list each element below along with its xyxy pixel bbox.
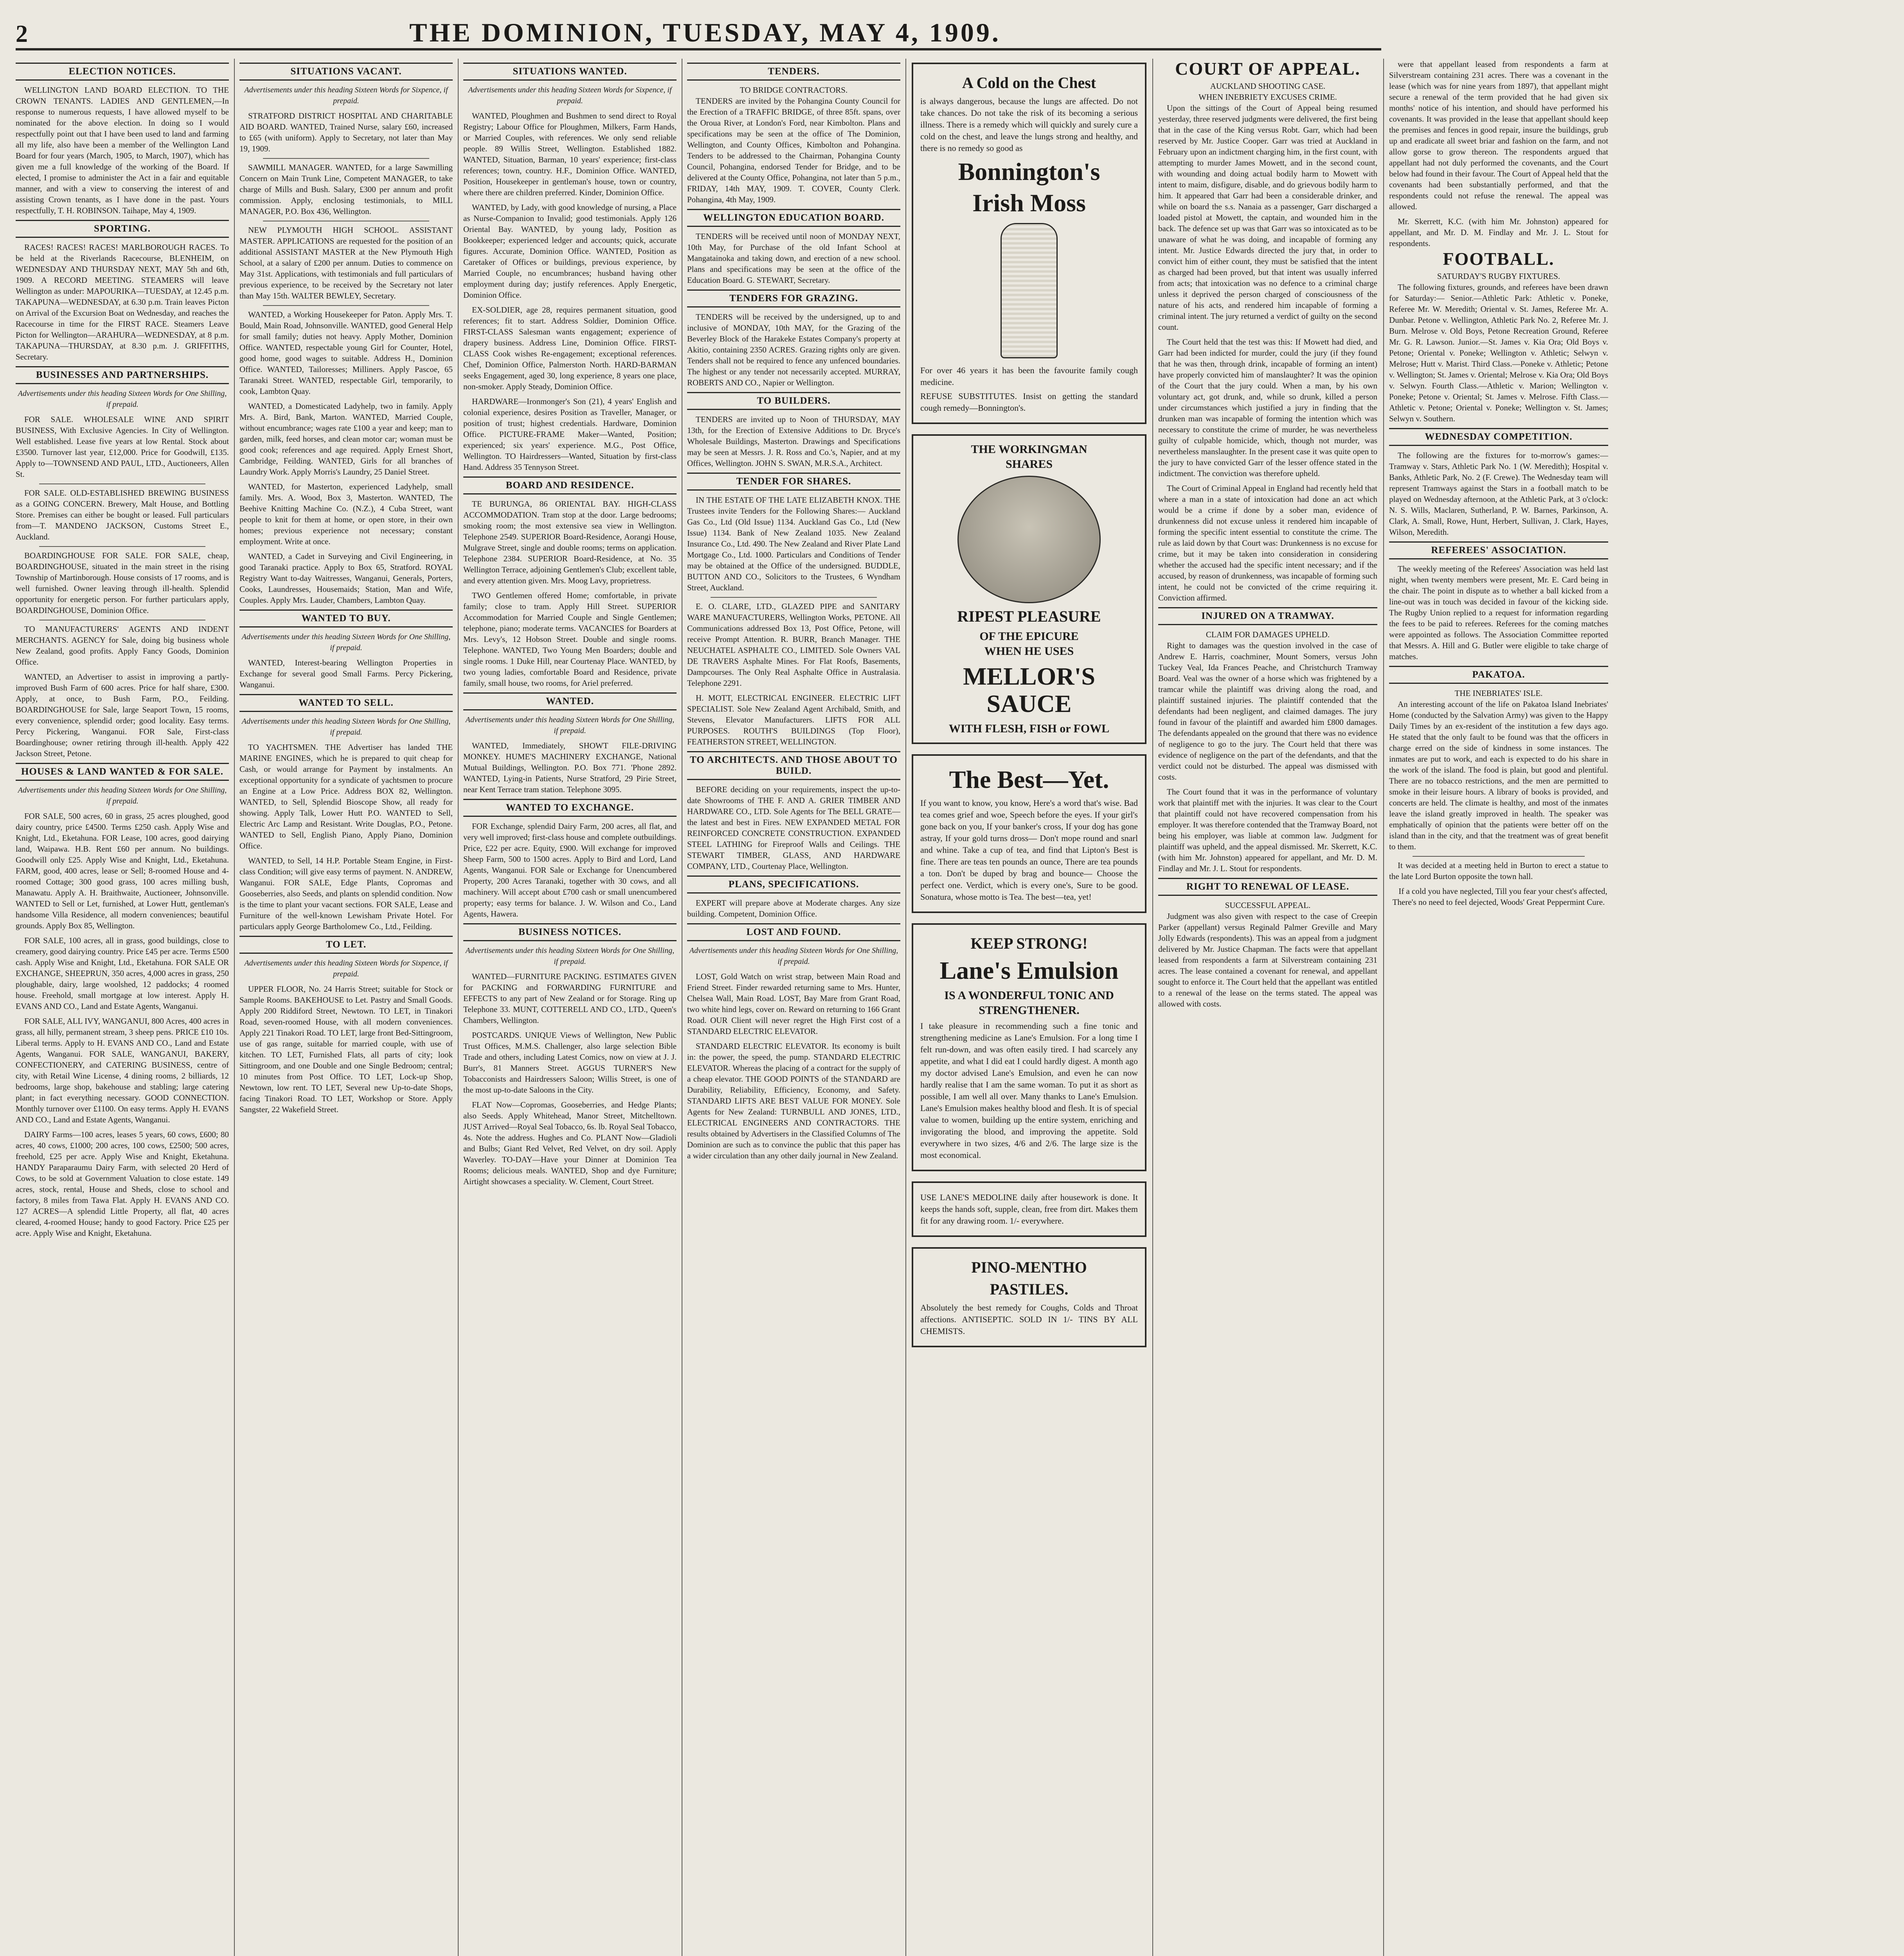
notice-text: TENDERS will be received until noon of MONDAY NEXT, 10th May, for Purchase of the old Infant School at Mangatainoka and taking down, and erection of a new school. Plans and specifications may be seen at the office of the Education Board. G. STEWART, Secretary. bbox=[687, 232, 900, 285]
ad-text: REFUSE SUBSTITUTES. Insist on getting the standard cough remedy—Bonnington's. bbox=[920, 391, 1138, 413]
section-heading: WANTED TO EXCHANGE. bbox=[463, 799, 677, 817]
notice-text: WANTED, Interest-bearing Wellington Properties in Exchange for several good Small Farms. Percy Pickering, Wanganui. bbox=[239, 658, 453, 689]
notice-text: SAWMILL MANAGER. WANTED, for a large Sawmilling Concern on Main Trunk Line, Competent MANAGER, to take charge of Mills and Bush. Salary, £300 per annum and profit commission. Apply, enclosing testimonials, to MILL MANAGER, P.O. Box 436, Wellington. bbox=[239, 163, 453, 216]
notice-text: WANTED, for Masterton, experienced Ladyhelp, small family. Mrs. A. Wood, Box 3, Masterton. WANTED, The Beehive Knitting Machine Co. (N.Z.), 4 Cuba Street, want people to knit for them at home, or open store, in their own homes; previous experience not necessary; constant employment. Write at once. bbox=[239, 482, 453, 546]
section-heading: TO BUILDERS. bbox=[687, 392, 900, 410]
article-paragraph: Right to damages was the question involved in the case of Andrew E. Harris, coachminer, Mount Somers, versus John Tuckey Veal, Ida Frances Peache, and Christchurch Tramway Board. Veal was the owner of a horse which was frightened by a tramcar while the plaintiff was driving along the road, and plaintiff sustained injuries. The plaintiff contended that the defendants had been negligent, and claimed damages. The jury found in favour of the plaintiff and awarded him £800 damages. The defendants appealed on the ground that there was no evidence of negligence to go to the jury. The Court held that there was evidence of negligence on the part of the defendants, and that the verdict could not be disturbed. The appeal was dismissed with costs. bbox=[1158, 641, 1377, 782]
ad-text: I take pleasure in recommending such a fine tonic and strengthening medicine as Lane's Emulsion. For a long time I felt run-down, and was often easily tired. I had scarcely any appetite, and what I did eat I could hardly digest. A month ago my doctor advised Lane's Emulsion, and even he can now hardly realise that I am the same woman. To put it as short as possible, I am well all over. Many thanks to Lane's Emulsion. Lane's Emulsion makes healthy blood and flesh. It is of special value to women, building up the entire system, enriching and invigorating the blood, and improving the appetite. Sold everywhere in two sizes, 4/6 and 2/6. The large size is the most economical. bbox=[920, 1021, 1138, 1160]
column-rule bbox=[458, 59, 459, 1956]
column-rule bbox=[1383, 59, 1384, 1956]
notice-text: E. O. CLARE, LTD., GLAZED PIPE and SANITARY WARE MANUFACTURERS, Wellington Works, PETONE. All Communications addressed Box 13, Post Office, Petone, will receive Prompt Attention. R. BURR, Branch Manager. THE NEUCHATEL ASPHALTE CO., LIMITED. Sole Owners VAL DE TRAVERS Asphalte Mines. For Flat Roofs, Basements, Dampcourses. The Only Real Asphalte Office in Australasia. Telephone 2291. bbox=[687, 602, 900, 688]
section-subheading: Advertisements under this heading Sixteen Words for Sixpence, if prepaid. bbox=[244, 959, 448, 978]
ad-brand: Irish Moss bbox=[972, 189, 1086, 217]
notice-text: TENDERS are invited up to Noon of THURSDAY, MAY 13th, for the Erection of Extensive Additions to Dr. Bryce's Wholesale Buildings, Masterton. Drawings and Specifications may be seen at Messrs. J. R. Ross and Co.'s, Napier, and at my Offices, Wellington. JOHN S. SWAN, M.R.S.A., Architect. bbox=[687, 415, 900, 468]
divider bbox=[39, 546, 205, 547]
article-paragraph: The following are the fixtures for to-morrow's games:—Tramway v. Stars, Athletic Park No. 1 (W. Meredith); Hospital v. Banks, Athletic Park, No. 2 (F. Crewe). The Wednesday team will represent Tramways against the Stars in a football match to be played on Wednesday afternoon, at the Athletic Park, at 3 o'clock: N. S. Wills, Maclaren, Sutherland, P. W. Barnes, Parkinson, A. Clark, A. Small, Rowe, Hunt, Herbert, Sullivan, J. Clark, Hayes, Wilson, Meredith. bbox=[1389, 451, 1608, 537]
ad-headline: WHEN HE USES bbox=[984, 645, 1074, 658]
column-3 bbox=[463, 59, 677, 1956]
notice-text: WANTED, Immediately, SHOWT FILE-DRIVING MONKEY. HUME'S MACHINERY EXCHANGE, National Mutual Buildings, Wellington. P.O. Box 771. 'Phone 2892. WANTED, Lying-in Patients, Nurse Stratford, 29 Pirie Street, near Kent Terrace tram station. Telephone 3095. bbox=[463, 741, 677, 794]
tea-ad bbox=[912, 754, 1146, 913]
section-heading: WELLINGTON EDUCATION BOARD. bbox=[687, 209, 900, 227]
article-subheadline: SATURDAY'S RUGBY FIXTURES. bbox=[1437, 271, 1560, 281]
notice-text: UPPER FLOOR, No. 24 Harris Street; suitable for Stock or Sample Rooms. BAKEHOUSE to Let. Pastry and Small Goods. Apply 200 Riddiford Street, Newtown. TO LET, in Tinakori Road, seven-roomed House, with all modern conveniences. Apply 221 Tinakori Road. TO LET, large front Bed-Sittingroom, use of gas range, suitable for married couple, with use of kitchen. TO LET, Furnished Flats, all parts of city; look Sittingroom, and one Double and one Single Bedroom; central; 10 minutes from Post Office. TO LET, Lock-up Shop, Newtown, low rent. TO LET, Several new Up-to-date Shops, facing Tinakori Road. TO LET, Workshop or Store. Apply Sangster, 22 Wakefield Street. bbox=[239, 984, 453, 1114]
article-subheadline: THE INEBRIATES' ISLE. bbox=[1454, 689, 1543, 698]
article-paragraph: Upon the sittings of the Court of Appeal being resumed yesterday, three reserved judgments were delivered, the first being that in the case of the King versus Robt. Garr, which had been reserved by Mr. Justice Cooper. Garr was tried at Auckland in February upon an indictment charging him, in the first count, with attempting to murder James Mowett, and in the second count, with wounding and doing actual bodily harm to Mowett with intent to maim, disfigure, disable, and do grievous bodily harm to him. It appeared that Garr had been a considerable drinker, and while on board the s.s. Nanaia as a passenger, Garr discharged a loaded pistol at Mowett, the captain, and wounded him in the back. The defence set up was that Garr was so intoxicated as to be unaware of what he was doing, and incapable of forming any intent. Mr. Justice Edwards directed the jury that, in order to convict him of either count, they must be satisfied that the intent as charged had been proved, but that intent was usually inferred from acts; that intoxication was no defence to a criminal charge unless it deprived the person charged of consciousness of the nature of his acts, and rendered him incapable of forming a criminal intent. The jury returned a verdict of guilty on the second count. bbox=[1158, 103, 1377, 332]
ad-brand: PASTILES. bbox=[990, 1280, 1069, 1298]
column-rule bbox=[905, 59, 906, 1956]
notice-text: WANTED, to Sell, 14 H.P. Portable Steam Engine, in First-class Condition; will give easy terms of payment. N. ANDREW, Wanganui. FOR SALE, Edge Plants, Copromas and Gooseberries, also Seeds, and plants on splendid condition. Now is the time to plant your vacant sections. FOR SALE, Lease and Furniture of the well-known Lewisham Private Hotel. For particulars apply George Bartholomew Co., Ltd., Feilding. bbox=[239, 856, 453, 931]
section-heading: BUSINESSES AND PARTNERSHIPS. bbox=[16, 366, 229, 384]
column-4 bbox=[687, 59, 900, 1956]
ad-subheadline: IS A WONDERFUL TONIC AND STRENGTHENER. bbox=[944, 989, 1114, 1017]
ad-text: is always dangerous, because the lungs are affected. Do not take chances. Do not take the risk of its becoming a serious illness. There is a remedy which will quickly and surely cure a cold on the chest, and leave the lungs strong and healthy, and there is no remedy so good as bbox=[920, 96, 1138, 153]
notice-text: BOARDINGHOUSE FOR SALE. FOR SALE, cheap, BOARDINGHOUSE, situated in the main street in the rising Township of Martinborough. House consists of 17 rooms, and is well furnished. Owner leaving through ill-health. Splendid opportunity for energetic person. For further particulars apply, BOARDINGHOUSE, Dominion Office. bbox=[16, 551, 229, 615]
ad-text: USE LANE'S MEDOLINE daily after housework is done. It keeps the hands soft, supple, clean, free from dirt. Makes them fit for any drawing room. 1/- everywhere. bbox=[920, 1192, 1138, 1226]
article-headline: PAKATOA. bbox=[1389, 666, 1608, 684]
article-paragraph: Mr. Skerrett, K.C. (with him Mr. Johnston) appeared for appellant, and Mr. D. M. Findlay and Mr. J. L. Stout for respondents. bbox=[1389, 217, 1608, 248]
ad-text: For over 46 years it has been the favourite family cough medicine. bbox=[920, 365, 1138, 387]
section-heading: LOST AND FOUND. bbox=[687, 923, 900, 941]
notice-text: FOR SALE, 100 acres, all in grass, good buildings, close to creamery, good dairying country. Price £45 per acre. Terms £500 cash. Apply Wise and Knight, Ltd., Eketahuna. FOR SALE OR EXCHANGE, SHEEPRUN, 350 acres, 4,000 acres in grass, 250 ploughable, dairy, large woolshed, 12 paddocks; 4 roomed house. Freehold, small mortgage at low interest. Apply H. EVANS AND CO., Land and Estate Agents, Wanganui. bbox=[16, 936, 229, 1011]
article-paragraph: Judgment was also given with respect to the case of Creepin Parker (appellant) versus Reginald Palmer Greville and Mary Jolly Edwards (respondents). This was an appeal from a judgment delivered by Mr. Justice Chapman. The facts were that appellant leased from respondents a farm at Silverstream containing 231 acres. The lease contained a covenant for renewal, and appellant sought to enforce it. The Court held that the appellant was entitled to a renewal of the lease on the terms stated. The appeal was allowed with costs. bbox=[1158, 911, 1377, 1009]
section-heading: TENDERS FOR GRAZING. bbox=[687, 289, 900, 307]
lanes-emulsion-ad bbox=[912, 923, 1146, 1171]
ad-text: If you want to know, you know, Here's a word that's wise. Bad tea comes grief and woe, Speech before the eyes. If your girl's gone back on you, If your banker's cross, If your dog has gone astray, If your gold turns dross— Don't mope round and snarl and whine. Take a cup of tea, and find that Lipton's Best is fine. There are teas ten pounds an ounce, There are tea pounds a ton. Don't be duped by brag and bounce— Choose the perfect one. Verdict, which is every one's, Sure to be good. Sonatura, whose motto is Tea. The best—tea, yet! bbox=[920, 798, 1138, 902]
notice-text: TENDERS will be received by the undersigned, up to and inclusive of MONDAY, 10th MAY, for the Grazing of the Beverley Block of the Harakeke Estates Company's property at Akitio, containing 2350 ACRES. Grazing rights only are given. Tenders shall not be required to fence any unfenced boundaries. The highest or any tender not necessarily accepted. MURRAY, ROBERTS AND CO., Napier or Wellington. bbox=[687, 312, 900, 387]
notice-text: IN THE ESTATE OF THE LATE ELIZABETH KNOX. THE Trustees invite Tenders for the Following Shares:— Auckland Gas Co., Ltd (Old Issue) 1134. Auckland Gas Co., Ltd (New Issue) 1134. Bank of New Zealand 1035. New Zealand Insurance Co., Ltd. 490. The New Zealand and River Plate Land Mortgage Co., Ltd. 1000. Particulars and Conditions of Tender may be obtained at the Office of the undersigned. BUDDLE, BUTTON AND CO., Solicitors to the Trustees, 6 Wyndham Street, Auckland. bbox=[687, 495, 900, 592]
article-headline: INJURED ON A TRAMWAY. bbox=[1158, 607, 1377, 625]
section-heading: SITUATIONS VACANT. bbox=[239, 63, 453, 81]
section-heading: TENDERS. bbox=[687, 63, 900, 81]
masthead-title: THE DOMINION, TUESDAY, MAY 4, 1909. bbox=[409, 18, 1001, 47]
section-heading: WANTED TO SELL. bbox=[239, 694, 453, 712]
article-subheadline: SUCCESSFUL APPEAL. bbox=[1225, 901, 1311, 910]
masthead bbox=[16, 11, 1381, 50]
section-subheading: Advertisements under this heading Sixteen Words for One Shilling, if prepaid. bbox=[465, 946, 675, 966]
workingman-portrait-icon bbox=[957, 476, 1101, 603]
section-heading: SITUATIONS WANTED. bbox=[463, 63, 677, 81]
notice-text: H. MOTT, ELECTRICAL ENGINEER. ELECTRIC LIFT SPECIALIST. Sole New Zealand Agent Archibald, Smith, and Stevens, Elevator Manufacturers. LIFTS FOR ALL PURPOSES. ROUTH'S BUILDINGS (Top Floor), FEATHERSTON STREET, WELLINGTON. bbox=[687, 693, 900, 746]
ad-headline: SHARES bbox=[1005, 458, 1053, 471]
notice-text: WANTED, an Advertiser to assist in improving a partly-improved Bush Farm of 600 acres. Price for half share, £300. Apply, at once, to Bush Farm, P.O., Feilding. BOARDINGHOUSE for Sale, large Seaport Town, 15 rooms, every convenience, splendid order; good locality. Easy terms. Percy Pickering, Wanganui. FOR Sale, First-class Boardinghouse; owner retiring through ill-health. Apply 422 Jackson Street, Petone. bbox=[16, 672, 229, 758]
notice-text: WANTED, by Lady, with good knowledge of nursing, a Place as Nurse-Companion to Invalid; good testimonials. Apply 126 Oriental Bay. WANTED, by young lady, Position as Bookkeeper; experienced ledger and accounts; quick, accurate figures. Accurate, Dominion Office. WANTED, Position as Caretaker of Offices or buildings, previous experience, by Married Couple, no encumbrances; husband having other employment during day; justify references. Apply Energetic, Dominion Office. bbox=[463, 203, 677, 300]
notice-text: NEW PLYMOUTH HIGH SCHOOL. ASSISTANT MASTER. APPLICATIONS are requested for the position of an additional ASSISTANT MASTER at the New Plymouth High School, at a salary of £200 per annum. Duties to commence on May 31st. Applications, with testimonials and full particulars of previous experience, to be received by the Secretary not later than May 15th. WALTER BEWLEY, Secretary. bbox=[239, 225, 453, 300]
ad-headline: RIPEST PLEASURE bbox=[957, 608, 1101, 625]
article-subheadline: AUCKLAND SHOOTING CASE. bbox=[1210, 81, 1326, 91]
section-heading: HOUSES & LAND WANTED & FOR SALE. bbox=[16, 763, 229, 781]
section-heading: PLANS, SPECIFICATIONS. bbox=[687, 876, 900, 894]
notice-text: TWO Gentlemen offered Home; comfortable, in private family; close to tram. Apply Hill Street. SUPERIOR Accommodation for Married Couple and Single Gentlemen; telephone, piano; moderate terms. VACANCIES for Boarders at Mrs. Levy's, 12 Hobson Street. Double and single rooms. Telephone. WANTED, Two Young Men Boarders; double and single rooms. 1 Duke Hill, near Courtenay Place. WANTED, by two young ladies, comfortable Board and Residence, private family, small house, two rooms, for Ariel preferred. bbox=[463, 591, 677, 688]
ad-headline: A Cold on the Chest bbox=[962, 74, 1096, 92]
divider bbox=[1413, 856, 1585, 857]
bottle-icon bbox=[1001, 223, 1058, 358]
column-5-ads bbox=[912, 59, 1146, 1956]
notice-text: BEFORE deciding on your requirements, inspect the up-to-date Showrooms of THE F. AND A. GRIER TIMBER AND HARDWARE CO., LTD. Sole Agents for The BELL GRATE—the latest and best in Fires. NEW EXPANDED METAL FOR REINFORCED CONCRETE CONSTRUCTION. EXPANDED STEEL LATHING for Fireproof Walls and Ceilings. THE STEWART TIMBER, GLASS, AND HARDWARE COMPANY, LTD., Courtenay Place, Wellington. bbox=[687, 785, 900, 871]
article-headline: WEDNESDAY COMPETITION. bbox=[1389, 428, 1608, 446]
ad-headline: THE WORKINGMAN bbox=[971, 443, 1087, 456]
article-paragraph: The Court held that the test was this: If Mowett had died, and Garr had been indicted for murder, could the jury (if they found that he was then, through drink, incapable of forming an intent) have properly convicted him of manslaughter? It was the opinion of the Court that the jury could. When a man, by his own voluntary act, got drunk, and, while so drunk, killed a person under circumstances which justified a jury in finding that the drunken man was incapable of forming the intention which was necessary to constitute the crime of murder, he was nevertheless guilty of culpable homicide, which, though not murder, was nevertheless manslaughter. In the present case it was quite open to the jury to have convicted Garr of the lesser offence stated in the indictment. The conviction was therefore upheld. bbox=[1158, 337, 1377, 478]
column-1 bbox=[16, 59, 229, 1956]
section-subheading: Advertisements under this heading Sixteen Words for One Shilling, if prepaid. bbox=[465, 716, 675, 735]
divider bbox=[711, 597, 877, 598]
notice-text: FOR Exchange, splendid Dairy Farm, 200 acres, all flat, and very well improved; first-class house and complete outbuildings. Price, £22 per acre. Equity, £900. Will exchange for improved Sheep Farm, 500 to 1500 acres. Apply to Bird and Lord, Land Agents, Wanganui. FOR Sale or Exchange for Unencumbered Property, 200 Acres Taranaki, together with 30 cows, and all machinery. Will accept about £700 cash or small unencumbered property; easy terms for balance. J. W. Wilson and Co., Land Agents, Hawera. bbox=[463, 822, 677, 919]
section-subheading: Advertisements under this heading Sixteen Words for One Shilling, if prepaid. bbox=[18, 786, 227, 805]
ad-headline: KEEP STRONG! bbox=[970, 935, 1088, 952]
ad-headline: The Best—Yet. bbox=[949, 766, 1109, 793]
article-paragraph: The Court of Criminal Appeal in England had recently held that where a man in a state of intoxication had done an act which would be a crime if done by a sober man, evidence of drunkenness did not excuse unless it rendered him incapable of forming the specific intent essential to constitute the crime. The rule as laid down by that Court was: Drunkenness is no excuse for crime, but it may be taken into consideration in considering whether the accused had the specific intent necessary; and if the accused, by reason of drunkenness, was incapable of forming such intent, he could not be convicted of the crime requiring it. Conviction affirmed. bbox=[1158, 484, 1377, 602]
section-heading: BOARD AND RESIDENCE. bbox=[463, 476, 677, 494]
column-7 bbox=[1389, 59, 1608, 1956]
article-paragraph: It was decided at a meeting held in Burton to erect a statue to the late Lord Burton opposite the town hall. bbox=[1389, 861, 1608, 881]
lanes-medoline-ad bbox=[912, 1181, 1146, 1237]
ad-brand: MELLOR'S SAUCE bbox=[963, 662, 1095, 717]
notice-text: WANTED—FURNITURE PACKING. ESTIMATES GIVEN for PACKING and FORWARDING FURNITURE and EFFECTS to any part of New Zealand or for Storage. Ring up Telephone 33. MUNT, COTTERELL AND CO., LTD., Queen's Chambers, Wellington. bbox=[463, 972, 677, 1025]
section-heading: WANTED TO BUY. bbox=[239, 609, 453, 627]
divider bbox=[263, 305, 429, 306]
column-6 bbox=[1158, 59, 1377, 1956]
notice-text: EX-SOLDIER, age 28, requires permanent situation, good references; fit to start. Address Soldier, Dominion Office. FIRST-CLASS Salesman wants engagement; experience of drapery business. Address Line, Dominion Office. FIRST-CLASS Cook wishes Re-engagement; exceptional references. Chef, Dominion Office, Palmerston North. HARD-BARMAN seeks Engagement, aged 30, long experience, 8 years one place, non-smoker. Apply Steady, Dominion Office. bbox=[463, 305, 677, 391]
article-paragraph: The weekly meeting of the Referees' Association was held last night, when twenty members were present, Mr. E. Card being in the chair. The point in dispute as to whether a ball kicked from a line-out was in touch was decided in favour of the kicking side. The Rugby Union replied to a request for information regarding the fees to be paid to referees. Referees for the coming matches were appointed as follows. The Association Committee reported that Messrs. A. Hill and G. Butler were eligible to take charge of matches. bbox=[1389, 564, 1608, 661]
article-headline: REFEREES' ASSOCIATION. bbox=[1389, 541, 1608, 559]
notice-text: FLAT Now—Copromas, Gooseberries, and Hedge Plants; also Seeds. Apply Whitehead, Manor Street, Mitchelltown. JUST Arrived—Royal Seal Tobacco, 6s. lb. Royal Seal Tobacco, 4s. Note the address. Hughes and Co. PLANT Now—Gladioli and Bulbs; Giant Red Velvet, Red Velvet, on dry soil. Apply Waverley. TO-DAY—Have your Dinner at Dominion Tea Rooms; delicious meals. WANTED, Shop and dye Furniture; Airtight showcases a speciality. W. Clement, Court Street. bbox=[463, 1100, 677, 1186]
notice-text: HARDWARE—Ironmonger's Son (21), 4 years' English and colonial experience, desires Position as Traveller, Manager, or position of trust; highest credentials. Hardware, Dominion Office. PICTURE-FRAME Maker—Wanted, Position; experienced; six years' experience. M.G., Post Office, Wellington. TO Hairdressers—Wanted, Situation by first-class Hand. Address 35 Tennyson Street. bbox=[463, 397, 677, 472]
notice-text: FOR SALE, 500 acres, 60 in grass, 25 acres ploughed, good dairy country, price £4500. Terms £250 cash. Apply Wise and Knight, Ltd., Eketahuna. FOR Lease, 100 acres, good dairying land, Waipawa. H.B. Rent £60 per annum. No buildings. Goodwill only £25. Apply Wise and Knight, Ltd., Eketahuna. FARM, good, 400 acres, lease or Sell; 8-roomed House and 4-roomed Cottage; 300 good grass, 100 acres milling bush, Manawatu. Apply A. H. Braithwaite, Auctioneer, Johnsonville. WANTED to Sell or Let, furnished, at Lower Hutt, gentleman's handsome Villa Residence, all modern conveniences; beautiful grounds. Apply Box 85, Wellington. bbox=[16, 811, 229, 930]
section-heading: TO ARCHITECTS. AND THOSE ABOUT TO BUILD. bbox=[687, 751, 900, 780]
ad-brand: Lane's Emulsion bbox=[939, 956, 1119, 984]
section-heading: TENDER FOR SHARES. bbox=[687, 473, 900, 491]
section-subheading: Advertisements under this heading Sixteen Words for One Shilling, if prepaid. bbox=[241, 633, 451, 652]
notice-text: TO MANUFACTURERS' AGENTS AND INDENT MERCHANTS. AGENCY for Sale, doing big business whole New Zealand, good profits. Apply Fancy Goods, Dominion Office. bbox=[16, 624, 229, 667]
notice-text: STRATFORD DISTRICT HOSPITAL AND CHARITABLE AID BOARD. WANTED, Trained Nurse, salary £60, increased to £65 (with uniform). Apply to Secretary, not later than May 19, 1909. bbox=[239, 111, 453, 153]
ad-headline: OF THE EPICURE bbox=[979, 630, 1079, 643]
section-heading: WANTED. bbox=[463, 692, 677, 710]
section-subheading: Advertisements under this heading Sixteen Words for One Shilling, if prepaid. bbox=[241, 717, 451, 737]
notice-text: STANDARD ELECTRIC ELEVATOR. Its economy is built in: the power, the speed, the pump. STANDARD ELECTRIC ELEVATOR. Whereas the placing of a contract for the supply of a cheap elevator. THE GOOD POINTS of the STANDARD are Durability, Reliability, Efficiency, Economy, and Safety. STANDARD LIFTS ARE BEST VALUE FOR MONEY. Sole Agents for New Zealand: TURNBULL AND JONES, LTD., ELECTRICAL ENGINEERS AND CONTRACTORS. THE results obtained by Advertisers in the Classified Columns of The Dominion are such as to convince the public that this paper has a wider circulation than any other daily journal in New Zealand. bbox=[687, 1041, 900, 1160]
mellors-sauce-ad bbox=[912, 434, 1146, 744]
section-heading: SPORTING. bbox=[16, 220, 229, 238]
section-heading: BUSINESS NOTICES. bbox=[463, 923, 677, 941]
section-subheading: TO BRIDGE CONTRACTORS. bbox=[740, 85, 848, 95]
section-subheading: Advertisements under this heading Sixteen Words for One Shilling, if prepaid. bbox=[18, 389, 227, 409]
verse-ad: If a cold you have neglected, Till you fear your chest's affected, There's no need to feel dejected, Woods' Great Peppermint Cure. bbox=[1392, 886, 1607, 907]
notice-text: POSTCARDS. UNIQUE Views of Wellington, New Public Trust Offices, M.M.S. Challenger, also large selection Bible Trade and others, including Latest Comics, now on view at J. J. Burr's, 81 Manners Street. AGGUS TURNER'S New Tobacconists and Hairdressers Saloon; Willis Street, is one of the most up-to-date Saloons in the City. bbox=[463, 1030, 677, 1095]
notice-text: TENDERS are invited by the Pohangina County Council for the Erection of a TRAFFIC BRIDGE, of three 85ft. spans, over the Oroua River, at London's Ford, near Kimbolton. Plans and specifications may be seen at the office of The Dominion, Wellington, and County Offices, Kimbolton and Pohangina. Tenders to be addressed to the Chairman, Pohangina County Council, Pohangina, endorsed Tender for Bridge, and to be delivered at the County Office, Pohangina, not later than 5 p.m., FRIDAY, 14th MAY, 1909. T. COVER, County Clerk. Pohangina, 4th May, 1909. bbox=[687, 96, 900, 204]
notice-text: WANTED, a Domesticated Ladyhelp, two in family. Apply Mrs. A. Bird, Bank, Marton. WANTED, Married Couple, without encumbrance; wages rate £100 a year and keep; man to garden, milk, feed horses, and clean motor car; woman must be good cook; references and age required. Apply Ernest Short, Cambridge, Feilding. WANTED, Girls for all branches of Laundry Work. Apply Morris's Laundry, 25 Daniel Street. bbox=[239, 401, 453, 476]
notice-text: WANTED, a Working Housekeeper for Paton. Apply Mrs. T. Bould, Main Road, Johnsonville. WANTED, good General Help for small family; duties not heavy. Apply Mother, Dominion Office. WANTED, respectable young Girl for Counter, Hotel, good home, good wages to suitable. Address H., Dominion Office. WANTED, Tailoresses; Milliners. Apply Pascoe, 65 Taranaki Street. WANTED, respectable Girl, temporarily, to cook, Lambton Quay. bbox=[239, 310, 453, 396]
notice-text: EXPERT will prepare above at Moderate charges. Any size building. Competent, Dominion Office. bbox=[687, 898, 900, 919]
article-headline: RIGHT TO RENEWAL OF LEASE. bbox=[1158, 878, 1377, 896]
section-subheading: Advertisements under this heading Sixteen Words for Sixpence, if prepaid. bbox=[244, 86, 448, 105]
notice-text: WELLINGTON LAND BOARD ELECTION. TO THE CROWN TENANTS. LADIES AND GENTLEMEN,—In response to numerous requests, I have allowed myself to be nominated for the above election. In doing so I would respectfully point out that I have been used to land and farming all my life, also have been a member of the Wellington Land Board for four years (March, 1905, to March, 1907), which has given me a full knowledge of the working of the Board. If elected, I promise to administer the Act in a fair and equitable manner, and with a view to conserving the interest of and assisting Crown tenants, as I have done in the past. Yours respectfully, T. H. ROBINSON. Taihape, May 4, 1909. bbox=[16, 85, 229, 215]
article-headline: COURT OF APPEAL. bbox=[1175, 59, 1361, 79]
article-paragraph: were that appellant leased from respondents a farm at Silverstream containing 231 acres. There was a covenant in the lease (which was for nine years from 1897), that appellant might secure a renewal of the term provided that he had given six months' notice of his intention, and should have performed his covenants. It was provided in the lease that appellant should keep the premises and fences in good repair, insure the buildings, grub up and eradicate all sweet briar and fashion on the farm, and not allow gorse to grow thereon. The respondents argued that appellant had not duly performed the covenants, and the Court below had found in their favour. The Court of Appeal held that the covenants had been substantially performed, and that the respondents could not refuse the renewal. The appeal was allowed. bbox=[1389, 59, 1608, 211]
notice-text: FOR SALE. WHOLESALE WINE AND SPIRIT BUSINESS, With Exclusive Agencies. In City of Wellington. Well established. Lease five years at low Rental. Stock about £3500. Turnover last year, £12,000. Price for Goodwill, £135. Apply to—TOWNSEND AND PAUL, LTD., Auctioneers, Allen St. bbox=[16, 415, 229, 479]
notice-text: TO YACHTSMEN. THE Advertiser has landed THE MARINE ENGINES, which he is prepared to quit cheap for Cash, or would arrange for Payment by instalments. An exceptional opportunity for a syndicate of yachtsmen to procure an Engine at a Low Price. Address BOX 82, Wellington. WANTED, to Sell, Splendid Bioscope Show, all ready for showing. Apply Talk, Lower Hutt P.O. WANTED to Sell, Electric Arc Lamp and Resistant. Write Douglas, P.O., Petone. WANTED to Sell, English Piano, Apply Piano, Dominion Office. bbox=[239, 742, 453, 850]
notice-text: LOST, Gold Watch on wrist strap, between Main Road and Friend Street. Finder rewarded returning same to Mrs. Hunter, Chelsea Wall, Main Road. LOST, Bay Mare from Grant Road, two white hind legs, cover on. Reward on returning to 166 Grant Road. OUR Client will never regret the High First cost of a STANDARD ELECTRIC ELEVATOR. bbox=[687, 972, 900, 1036]
notice-text: RACES! RACES! RACES! MARLBOROUGH RACES. To be held at the Riverlands Racecourse, BLENHEIM, on WEDNESDAY AND THURSDAY NEXT, MAY 5th and 6th, 1909. A RECORD MEETING. STEAMERS will leave Wellington as under: MAPOURIKA—TUESDAY, at 12.45 p.m. TAKAPUNA—WEDNESDAY, at 6.30 p.m. Train leaves Picton on Arrival of the Excursion Boat on Wednesday, and reaches the Racecourse in time for the FIRST RACE. Steamers Leave Picton for Wellington—ARAHURA—WEDNESDAY, at 8 p.m. TAKAPUNA—THURSDAY, at 8.30 p.m. J. GRIFFITHS, Secretary. bbox=[16, 243, 229, 361]
article-subheadline: CLAIM FOR DAMAGES UPHELD. bbox=[1206, 630, 1330, 639]
ad-text: WITH FLESH, FISH or FOWL bbox=[948, 722, 1110, 735]
notice-text: FOR SALE, ALL IVY, WANGANUI, 800 Acres, 400 acres in grass, all hilly, permanent stream, 3 sheep pens. PRICE £10 10s. Liberal terms. Apply to H. EVANS AND CO., Land and Estate Agents, Wanganui. FOR SALE, WANGANUI, BAKERY, CONFECTIONERY, and CATERING BUSINESS, centre of city, with Retail Wine License, 4 dining rooms, 2 billiards, 12 bedrooms, large shop, bakehouse and stabling; large catering plant; in fact everything necessary. GOOD CONNECTION. Monthly turnover over £1100. On easy terms. Apply H. EVANS AND CO., Land and Estate Agents, Wanganui. bbox=[16, 1016, 229, 1124]
column-rule bbox=[234, 59, 235, 1956]
ad-brand: PINO-MENTHO bbox=[971, 1258, 1087, 1276]
notice-text: FOR SALE. OLD-ESTABLISHED BREWING BUSINESS as a GOING CONCERN. Brewery, Malt House, and Bottling Store. Premises can either be bought or leased. Full particulars from—T. MANDENO JACKSON, Customs Street E., Auckland. bbox=[16, 488, 229, 541]
article-paragraph: The Court found that it was in the performance of voluntary work that plaintiff met with the injuries. It was clear to the Court that plaintiff could not have recovered compensation from his employer. It was therefore contended that the Tramway Board, not being his employer, was liable at common law. Judgment for plaintiff was upheld, and the appeal dismissed. Mr. Skerrett, K.C. (with him Mr. Johnston) appeared for appellant, and Mr. D. M. Findlay and Mr. J. L. Stout for respondents. bbox=[1158, 787, 1377, 873]
divider bbox=[263, 158, 429, 159]
pino-mentho-ad bbox=[912, 1247, 1146, 1347]
section-subheading: Advertisements under this heading Sixteen Words for Sixpence, if prepaid. bbox=[468, 86, 672, 105]
notice-text: TE BURUNGA, 86 ORIENTAL BAY. HIGH-CLASS ACCOMMODATION. Tram stop at the door. Large bedrooms; smoking room; the most extensive sea view in Wellington. Telephone 2549. SUPERIOR Board-Residence, Aorangi House, Mulgrave Street, single and double rooms; terms on application. Telephone 2384. SUPERIOR Board-Residence, at No. 35 Wellington Terrace, adjoining Gentlemen's Club; excellent table, and every attention given. Mrs. Moog Lavy, proprietress. bbox=[463, 499, 677, 585]
ad-brand: Bonnington's bbox=[958, 158, 1100, 185]
notice-text: WANTED, Ploughmen and Bushmen to send direct to Royal Registry; Labour Office for Ploughmen, Milkers, Farm Hands, or Married Couples, with references. We only send reliable people. 89 Willis Street, Wellington. Established 1882. WANTED, Situation, Barman, 10 years' experience; first-class references; town, country. H.F., Dominion Office. WANTED, Position, Housekeeper in gentleman's house, town or country, where there are children preferred. Kinder, Dominion Office. bbox=[463, 111, 677, 197]
article-paragraph: The following fixtures, grounds, and referees have been drawn for Saturday:— Senior.—Athletic Park: Athletic v. Poneke, Referee Mr. W. Meredith; Oriental v. St. James, Referee Mr. A. Dunbar. Petone v. Wellington, Athletic Park No. 2, Referee Mr. J. Burn. Melrose v. Old Boys, Petone Recreation Ground, Referee Mr. G. R. Lawson. Junior.—St. James v. Kia Ora; Old Boys v. Petone; Oriental v. Poneke; Wellington v. Athletic; Selwyn v. Melrose; Hutt v. Marist. Third Class.—Poneke v. Athletic; Petone v. Wellington; St. James v. Oriental; Melrose v. Kia Ora; Old Boys v. Selwyn. Fourth Class.—Athletic v. Marion; Wellington v. Poneke; Petone v. Oriental; St. James v. Melrose. Fifth Class.—Athletic v. Petone; Oriental v. Poneke; Wellington v. St. James; Selwyn v. Southern. bbox=[1389, 282, 1608, 423]
bonningtons-ad bbox=[912, 63, 1146, 424]
notice-text: DAIRY Farms—100 acres, leases 5 years, 60 cows, £600; 80 acres, 40 cows, £1000; 200 acres, 100 cows, £2500; 500 acres, freehold, £25 per acre. Apply Wise and Knight, Eketahuna. HANDY Paraparaumu Dairy Farm, with selected 20 Herd of Cows, to be sold at Government Valuation to close estate. 149 acres, stock, rental, House and Sheds, close to school and factory, 8 miles from Tawa Flat. Apply H. EVANS AND CO. 127 ACRES—A splendid Little Property, all flat, 40 acres cleared, 4-roomed House; handy to good Factory. Price £25 per acre. Apply Wise and Knight, Eketahuna. bbox=[16, 1130, 229, 1238]
article-headline: FOOTBALL. bbox=[1443, 249, 1555, 269]
notice-text: WANTED, a Cadet in Surveying and Civil Engineering, in good Taranaki practice. Apply to Box 65, Stratford. ROYAL Registry Want to-day Waitresses, Wanganui, Generals, Porters, Cooks, Laundresses, Housemaids; Station, Man and Wife, Couples. Apply Mrs. Lauder, Chambers, Lambton Quay. bbox=[239, 552, 453, 605]
page-number: 2 bbox=[16, 21, 29, 47]
section-heading: TO LET. bbox=[239, 936, 453, 954]
article-paragraph: An interesting account of the life on Pakatoa Island Inebriates' Home (conducted by the Salvation Army) was given to the Happy Daily Times by an ex-resident of the institution a few days ago. He stated that the only fault to be found was that the officers in charge erred on the side of kindness in some instances. The inmates are put to work, and each is expected to do his share in the work of the island. The food is plain, but good and plentiful. There are no tobacco restrictions, and the men are permitted to smoke in their leisure hours. A library of books is provided, and concerts are held. The climate is healthy, and most of the inmates leave the island greatly improved in health. The speaker was emphatically of opinion that the patients were better off on the island than in the city, and that the treatment was of great benefit to them. bbox=[1389, 699, 1608, 851]
section-subheading: Advertisements under this heading Sixteen Words for One Shilling, if prepaid. bbox=[689, 946, 898, 966]
article-subheadline: WHEN INEBRIETY EXCUSES CRIME. bbox=[1199, 92, 1337, 102]
section-heading: ELECTION NOTICES. bbox=[16, 63, 229, 81]
ad-text: Absolutely the best remedy for Coughs, Colds and Throat affections. ANTISEPTIC. SOLD IN 1/- TINS BY ALL CHEMISTS. bbox=[920, 1303, 1138, 1336]
column-rule bbox=[1152, 59, 1153, 1956]
column-2 bbox=[239, 59, 453, 1956]
